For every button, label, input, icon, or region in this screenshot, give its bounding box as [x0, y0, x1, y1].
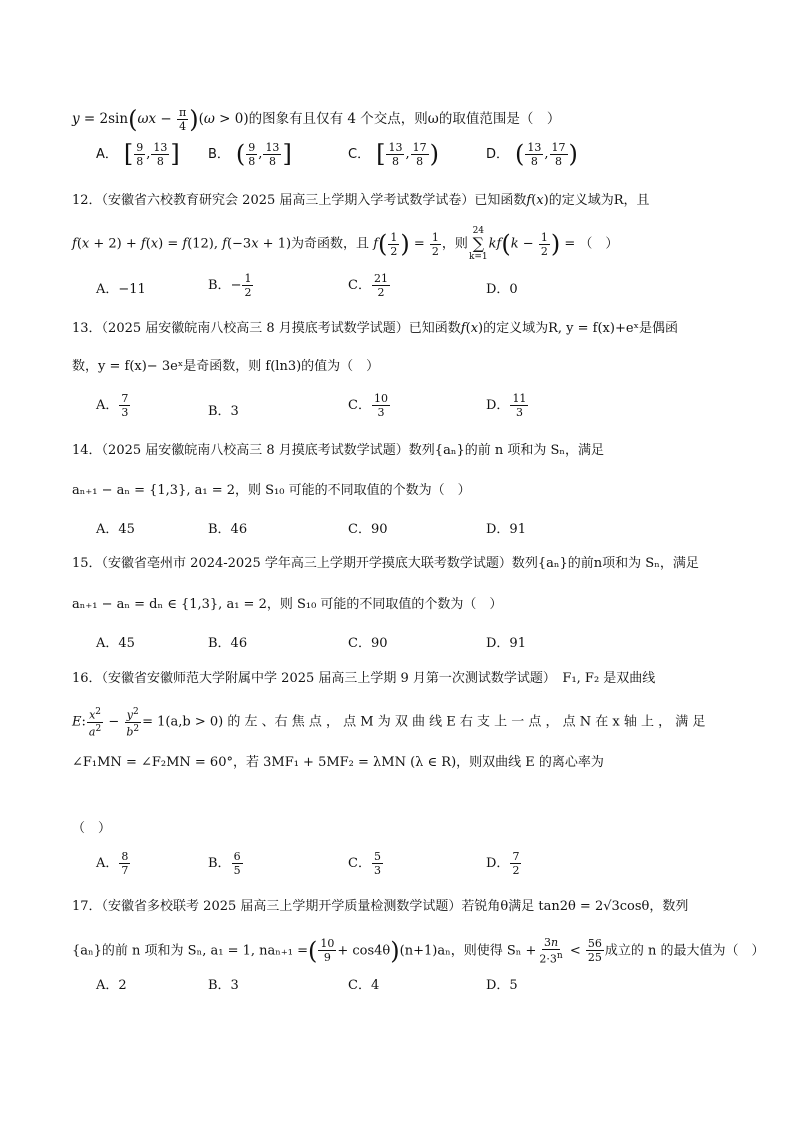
q16-option-a[interactable]: A． $\frac{8}{7}$	[96, 850, 129, 877]
q13-option-c[interactable]: C． $\frac{10}{3}$	[348, 392, 388, 419]
q12-option-c[interactable]: C． $\frac{21}{2}$	[348, 272, 388, 299]
q11-option-b[interactable]: B． ( $\frac{9}{8}$ , $\frac{13}{8}$ ]	[208, 140, 292, 168]
q13-option-b[interactable]: B．3	[208, 404, 239, 419]
q14-option-d[interactable]: D．91	[486, 522, 526, 537]
q15-option-d[interactable]: D．91	[486, 636, 526, 651]
q17-option-d[interactable]: D．5	[486, 978, 518, 993]
q16-line2: E: $\frac{x^2}{a^2}$ − $\frac{y^2}{b^2}$ = 1(a,b > 0) 的 左 、右 焦 点 ， 点 M 为 双 曲 线 E 右 支 上 一 点 ， 点 N 在 x 轴 上 ， 满 足	[72, 707, 706, 739]
q17-option-a[interactable]: A．2	[96, 978, 127, 993]
q11-option-d[interactable]: D． ( $\frac{13}{8}$ , $\frac{17}{8}$ )	[486, 140, 578, 168]
q14-option-a[interactable]: A．45	[96, 522, 135, 537]
q13-option-a[interactable]: A． $\frac{7}{3}$	[96, 392, 129, 419]
q16-line3: ∠F₁MN = ∠F₂MN = 60°，若 3MF₁ + 5MF₂ = λMN (λ ∈ R)，则双曲线 E 的离心率为	[72, 755, 604, 770]
q16-line1: 16．（安徽省安徽师范大学附属中学 2025 届高三上学期 9 月第一次测试数学试题） F₁, F₂ 是双曲线	[72, 671, 656, 686]
q11-option-a[interactable]: A． [ $\frac{9}{8}$ , $\frac{13}{8}$ ]	[96, 140, 180, 168]
q16-option-c[interactable]: C． $\frac{5}{3}$	[348, 850, 381, 877]
q15-option-c[interactable]: C．90	[348, 636, 388, 651]
q17-line2: {aₙ}的前 n 项和为 Sₙ, a₁ = 1, naₙ₊₁ =( $\frac{10}{9}$ + cos4θ)(n+1)aₙ，则使得 Sₙ + $\frac{3n}{2\cdot 3^n}$ < $\frac{56}{25}$ 成立的 n 的最大值为（ ）	[72, 936, 765, 966]
q16-paren: （ ）	[72, 821, 112, 836]
q13-line2: 数，y = f(x)− 3eˣ是奇函数，则 f(ln3)的值为（ ）	[72, 359, 380, 374]
q12-line1: 12．（安徽省六校教育研究会 2025 届高三上学期入学考试数学试卷）已知函数f(x)的定义域为R，且	[72, 193, 650, 208]
q14-line1: 14．（2025 届安徽皖南八校高三 8 月摸底考试数学试题）数列{aₙ}的前 n 项和为 Sₙ，满足	[72, 443, 605, 458]
q14-line2: aₙ₊₁ − aₙ = {1,3}, a₁ = 2，则 S₁₀ 可能的不同取值的个数为（ ）	[72, 483, 471, 498]
q12-option-a[interactable]: A．−11	[96, 282, 146, 297]
q12-line2: f(x + 2) + f(x) = f(12), f(−3x + 1)为奇函数，且 f( $\frac{1}{2}$ ) = $\frac{1}{2}$ ，则 24 ∑ k=1 kf(k − $\frac{1}{2}$ ) = （ ）	[72, 226, 619, 262]
q16-option-b[interactable]: B． $\frac{6}{5}$	[208, 850, 241, 877]
q12-option-b[interactable]: B．− $\frac{1}{2}$	[208, 272, 252, 299]
q17-option-c[interactable]: C．4	[348, 978, 380, 993]
q11-option-c[interactable]: C． [ $\frac{13}{8}$ , $\frac{17}{8}$ )	[348, 140, 439, 168]
q15-option-b[interactable]: B．46	[208, 636, 248, 651]
q12-option-d[interactable]: D．0	[486, 282, 518, 297]
q17-line1: 17．（安徽省多校联考 2025 届高三上学期开学质量检测数学试题）若锐角θ满足 tan2θ = 2√3cosθ，数列	[72, 899, 689, 914]
q14-option-b[interactable]: B．46	[208, 522, 248, 537]
q15-line1: 15．（安徽省亳州市 2024-2025 学年高三上学期开学摸底大联考数学试题）数列{aₙ}的前n项和为 Sₙ，满足	[72, 556, 699, 571]
q15-line2: aₙ₊₁ − aₙ = dₙ ∈ {1,3}, a₁ = 2，则 S₁₀ 可能的不同取值的个数为（ ）	[72, 597, 503, 612]
q11-stem: y = 2sin(ωx − $\frac{\pi}{4}$ )(ω > 0)的图象有且仅有 4 个交点，则ω的取值范围是（ ）	[72, 105, 561, 134]
q16-option-d[interactable]: D． $\frac{7}{2}$	[486, 850, 520, 877]
q17-option-b[interactable]: B．3	[208, 978, 239, 993]
q15-option-a[interactable]: A．45	[96, 636, 135, 651]
q13-option-d[interactable]: D． $\frac{11}{3}$	[486, 392, 527, 419]
q13-line1: 13．（2025 届安徽皖南八校高三 8 月摸底考试数学试题）已知函数f(x)的定义域为R, y = f(x)+eˣ是偶函	[72, 321, 679, 336]
q14-option-c[interactable]: C．90	[348, 522, 388, 537]
